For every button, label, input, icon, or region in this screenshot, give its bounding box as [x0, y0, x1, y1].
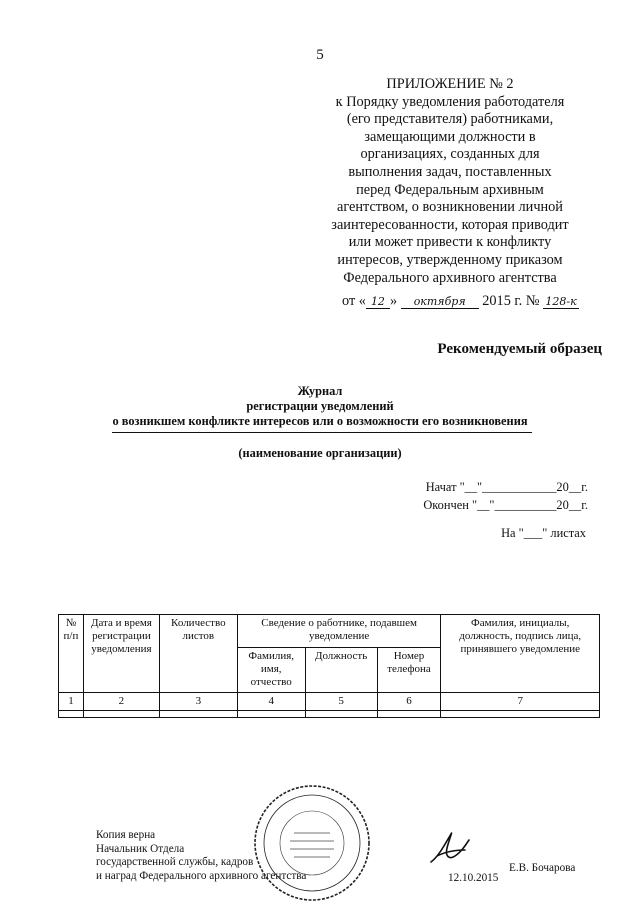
- table-cell: 5: [305, 693, 377, 711]
- header-receiver: Фамилия, инициалы, должность, подпись лица, принявшего уведомление: [441, 615, 600, 693]
- header-employee-group: Сведение о работнике, подавшем уведомление: [237, 615, 441, 648]
- quote-close: »: [389, 293, 398, 309]
- table-cell: [377, 711, 441, 718]
- appendix-header: [300, 76, 600, 287]
- footer-line: Копия верна: [96, 829, 156, 841]
- journal-title-line: Журнал: [297, 384, 343, 398]
- table-cell: [159, 711, 237, 718]
- table-cell: 2: [83, 693, 159, 711]
- header-phone: Номер телефона: [377, 648, 441, 693]
- table-cell: 3: [159, 693, 237, 711]
- order-date-line: [342, 293, 579, 310]
- appendix-line: организациях, созданных для: [360, 146, 540, 163]
- appendix-title: ПРИЛОЖЕНИЕ № 2: [386, 76, 514, 92]
- footer-line: Начальник Отдела: [96, 842, 185, 855]
- organization-blank-line: [112, 432, 532, 433]
- header-sheets-count: Количество листов: [159, 615, 237, 693]
- table-cell: 7: [441, 693, 600, 711]
- order-month: октября: [401, 295, 479, 309]
- ended-field: Окончен "__"__________20__г.: [423, 498, 588, 512]
- appendix-line: агентством, о возникновении личной: [337, 199, 563, 216]
- table-cell: [305, 711, 377, 718]
- order-day: 12: [366, 295, 390, 309]
- table-cell: [83, 711, 159, 718]
- table-empty-row: [59, 711, 600, 718]
- table-cell: [59, 711, 84, 718]
- table-cell: [237, 711, 305, 718]
- journal-title-line: о возникшем конфликте интересов или о возможности его возникновения: [112, 414, 528, 428]
- header-name: Фамилия, имя, отчество: [237, 648, 305, 693]
- page-number: 5: [316, 47, 324, 63]
- journal-table: [58, 614, 600, 718]
- date-prefix: от «: [342, 293, 366, 309]
- table-header-row: [59, 615, 600, 648]
- table-cell: [441, 711, 600, 718]
- handwritten-signature: [425, 826, 475, 870]
- footer-line: государственной службы, кадров: [96, 856, 254, 868]
- appendix-line: перед Федеральным архивным: [356, 181, 544, 198]
- official-seal-stamp: [252, 783, 372, 903]
- organization-label: (наименование организации): [238, 446, 402, 460]
- sheets-count-field: На "___" листах: [501, 526, 586, 540]
- appendix-line: заинтересованности, которая приводит: [331, 216, 569, 233]
- table-cell: 4: [237, 693, 305, 711]
- order-number: 128-к: [543, 295, 579, 309]
- order-year: 2015 г. №: [482, 293, 540, 309]
- appendix-line: (его представителя) работниками,: [346, 111, 554, 128]
- appendix-line: замещающими должности в: [364, 128, 536, 145]
- journal-title-line: регистрации уведомлений: [246, 399, 394, 413]
- header-position: Должность: [305, 648, 377, 693]
- table-cell: 1: [59, 693, 84, 711]
- certification-date: 12.10.2015: [448, 872, 499, 884]
- signer-name: Е.В. Бочарова: [509, 862, 576, 874]
- journal-period: [372, 478, 588, 514]
- started-field: Начат "__"____________20__г.: [425, 480, 588, 494]
- appendix-line: интересов, утвержденному приказом: [337, 251, 563, 268]
- header-datetime: Дата и время регистрации уведомления: [83, 615, 159, 693]
- table-cell: 6: [377, 693, 441, 711]
- recommended-sample: Рекомендуемый образец: [437, 341, 602, 357]
- header-num: № п/п: [59, 615, 84, 693]
- appendix-line: Федерального архивного агентства: [343, 269, 557, 286]
- appendix-line: или может привести к конфликту: [348, 234, 552, 251]
- appendix-line: выполнения задач, поставленных: [348, 163, 552, 180]
- footer-line: и наград Федерального архивного агентства: [96, 869, 307, 882]
- table-index-row: [59, 693, 600, 711]
- appendix-line: к Порядку уведомления работодателя: [335, 93, 565, 110]
- journal-title: [0, 384, 640, 429]
